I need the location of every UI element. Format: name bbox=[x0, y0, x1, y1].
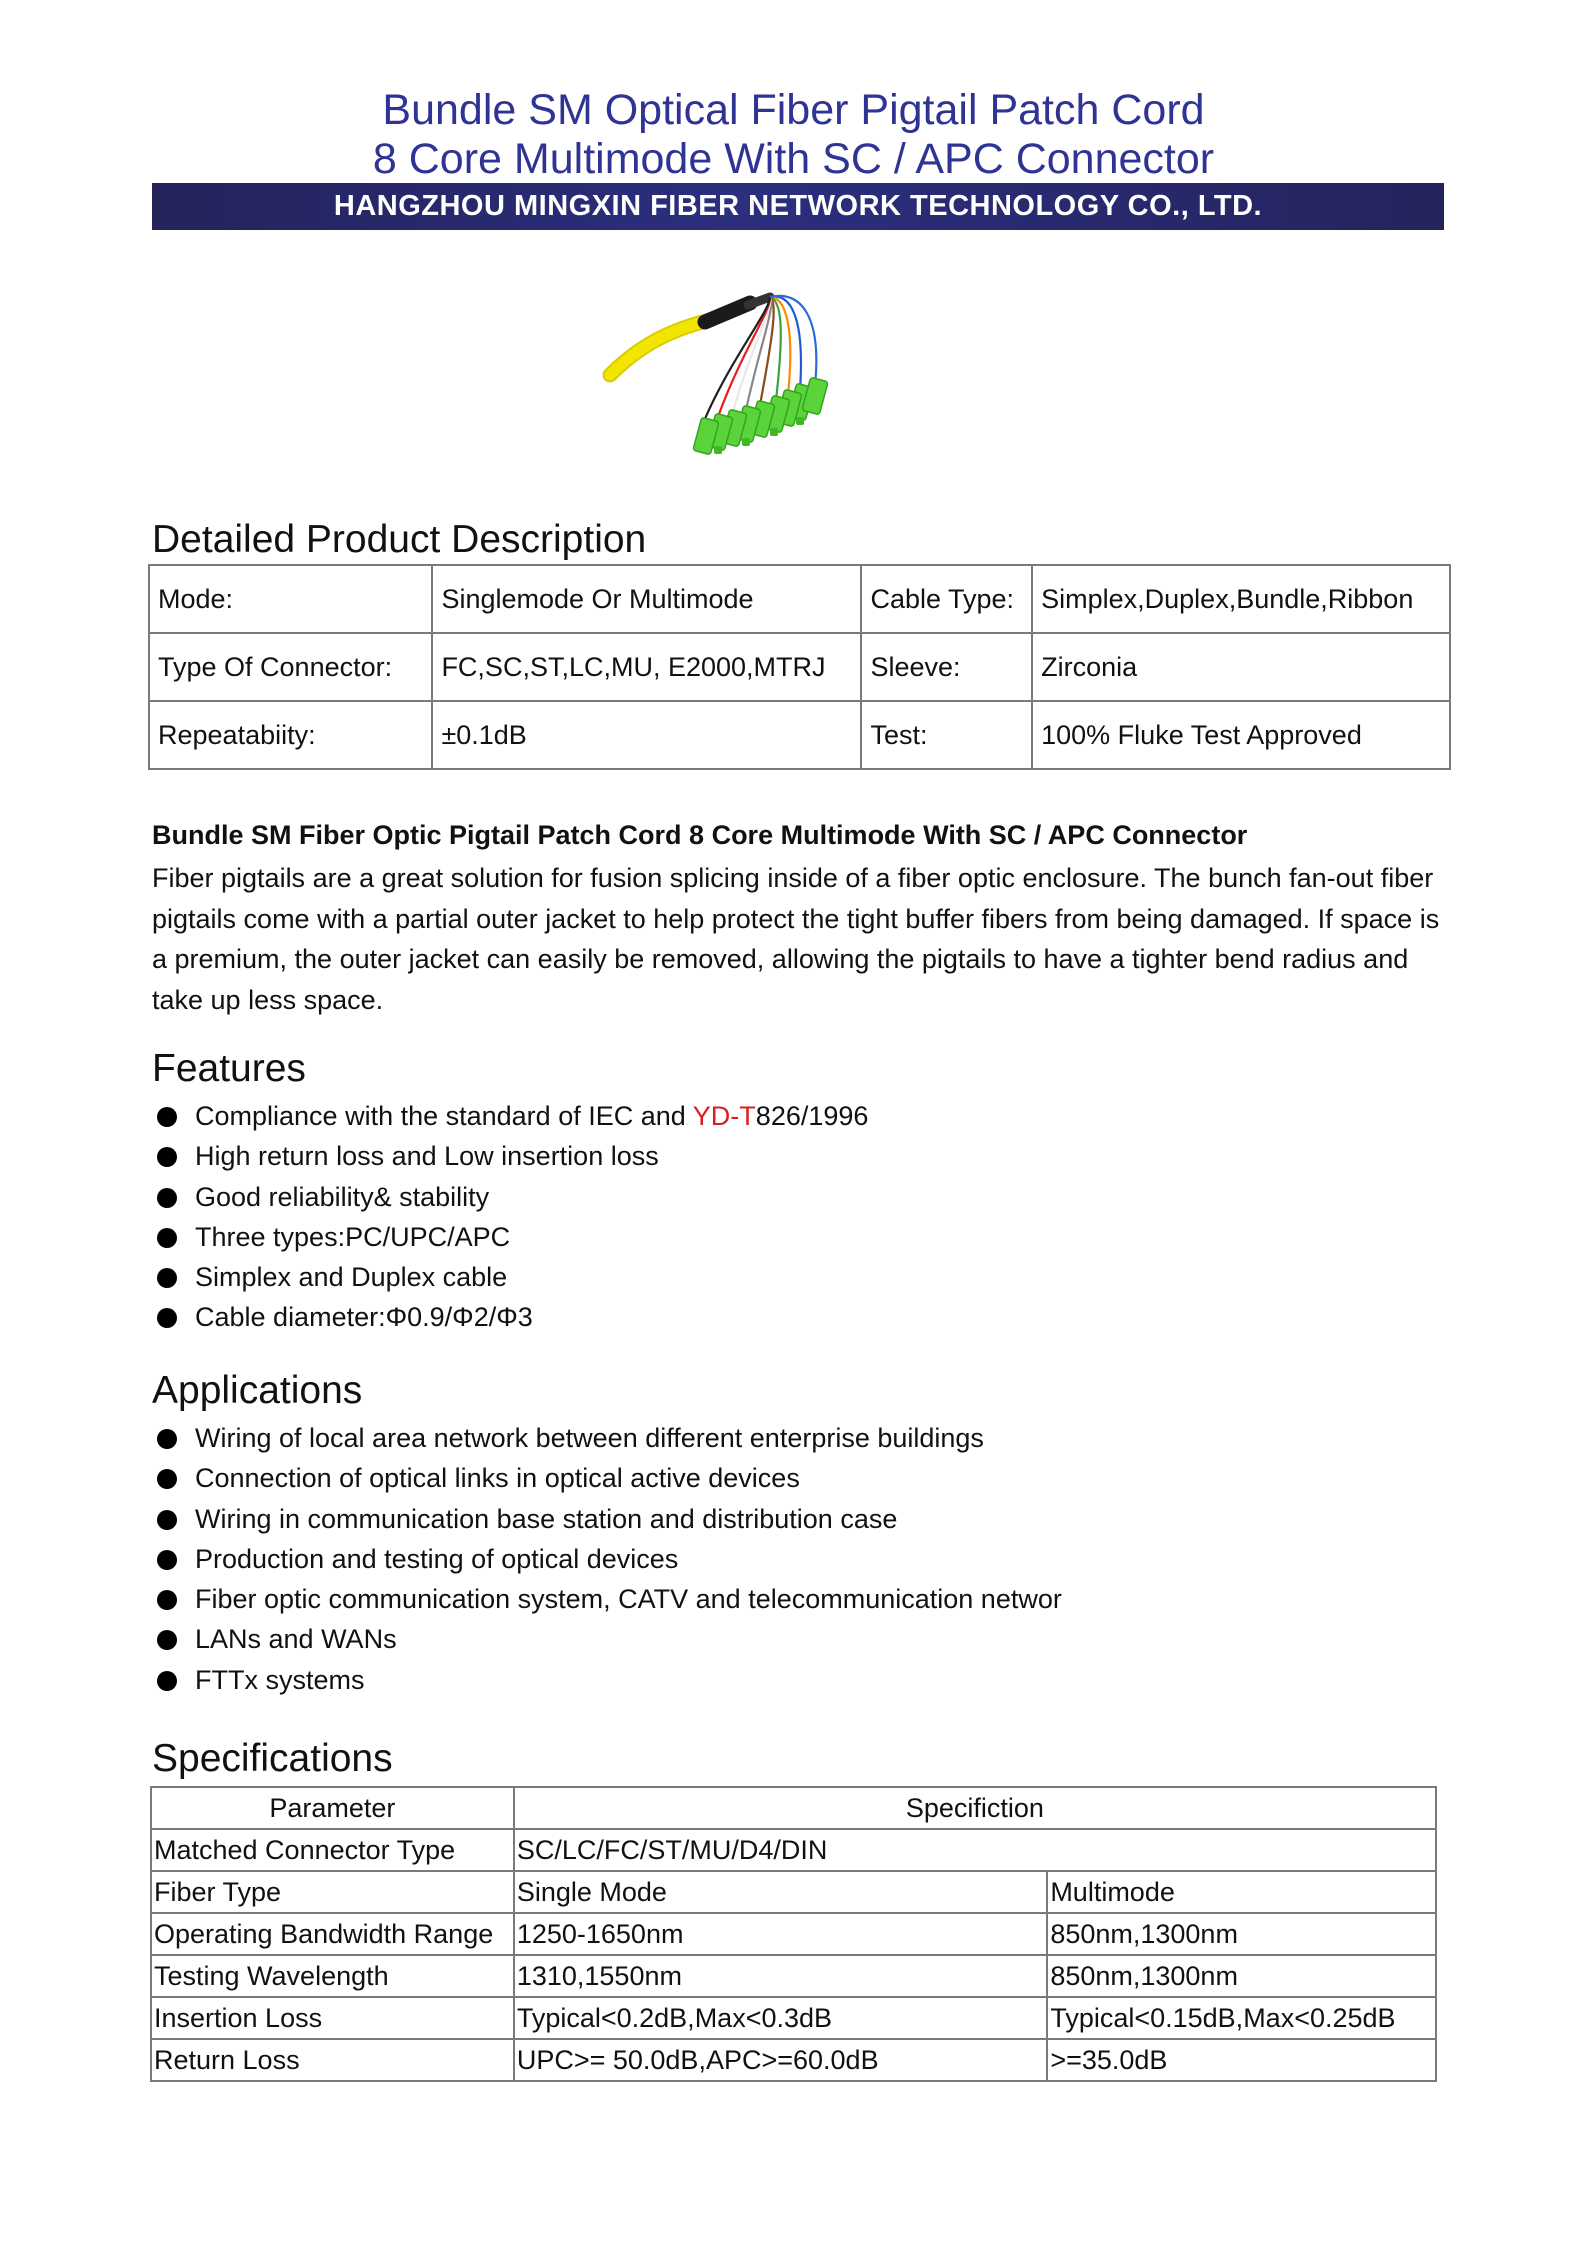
list-item bbox=[152, 1096, 868, 1136]
table-cell: 850nm,1300nm bbox=[1047, 1955, 1436, 1997]
list-item: Simplex and Duplex cable bbox=[152, 1257, 868, 1297]
table-header-row bbox=[151, 1787, 1436, 1829]
table-header-cell: Specifiction bbox=[514, 1787, 1436, 1829]
table-cell: Typical<0.2dB,Max<0.3dB bbox=[514, 1997, 1047, 2039]
table-cell: Multimode bbox=[1047, 1871, 1436, 1913]
list-item: Wiring of local area network between different enterprise buildings bbox=[152, 1418, 1062, 1458]
table-cell: Typical<0.15dB,Max<0.25dB bbox=[1047, 1997, 1436, 2039]
table-cell: Single Mode bbox=[514, 1871, 1047, 1913]
table-cell: Mode: bbox=[149, 565, 432, 633]
list-item: Fiber optic communication system, CATV and telecommunication networ bbox=[152, 1579, 1062, 1619]
table-row bbox=[149, 565, 1450, 633]
applications-heading: Applications bbox=[152, 1369, 363, 1412]
table-row bbox=[151, 1997, 1436, 2039]
table-cell: >=35.0dB bbox=[1047, 2039, 1436, 2081]
table-row bbox=[151, 1829, 1436, 1871]
list-item: Three types:PC/UPC/APC bbox=[152, 1217, 868, 1257]
table-cell: Testing Wavelength bbox=[151, 1955, 514, 1997]
table-row bbox=[151, 1913, 1436, 1955]
table-cell: 850nm,1300nm bbox=[1047, 1913, 1436, 1955]
table-cell: Return Loss bbox=[151, 2039, 514, 2081]
page-subtitle: 8 Core Multimode With SC / APC Connector bbox=[372, 135, 1215, 183]
list-item: Wiring in communication base station and distribution case bbox=[152, 1499, 1062, 1539]
table-row bbox=[149, 633, 1450, 701]
table-cell: Insertion Loss bbox=[151, 1997, 514, 2039]
feature-text: 826/1996 bbox=[755, 1101, 869, 1131]
description-body: Fiber pigtails are a great solution for fusion splicing inside of a fiber optic enclosure. The bunch fan-out fiber pigtails come with a partial outer jacket to help protect the tight buffer fibers from being damaged. If space is a premium, the outer jacket can easily be removed, allowing the pigtails to have a tighter bend radius and take up less space. bbox=[152, 863, 1440, 1015]
list-item: Connection of optical links in optical active devices bbox=[152, 1458, 1062, 1498]
feature-highlight: YD-T bbox=[692, 1101, 756, 1131]
table-cell: Simplex,Duplex,Bundle,Ribbon bbox=[1032, 565, 1450, 633]
page-title: Bundle SM Optical Fiber Pigtail Patch Cord bbox=[382, 86, 1205, 134]
description-heading: Bundle SM Fiber Optic Pigtail Patch Cord 8 Core Multimode With SC / APC Connector bbox=[152, 820, 1248, 850]
table-cell: Zirconia bbox=[1032, 633, 1450, 701]
table-cell: 1310,1550nm bbox=[514, 1955, 1047, 1997]
list-item: Cable diameter:Φ0.9/Φ2/Φ3 bbox=[152, 1297, 868, 1337]
table-cell: Singlemode Or Multimode bbox=[432, 565, 861, 633]
fiber-pigtail-product-image bbox=[600, 245, 940, 470]
specifications-table bbox=[150, 1786, 1437, 2082]
table-header-cell: Parameter bbox=[151, 1787, 514, 1829]
table-cell: Repeatabiity: bbox=[149, 701, 432, 769]
list-item: LANs and WANs bbox=[152, 1619, 1062, 1659]
list-item: FTTx systems bbox=[152, 1660, 1062, 1700]
feature-text: Compliance with the standard of IEC and bbox=[195, 1101, 693, 1131]
list-item: Production and testing of optical devices bbox=[152, 1539, 1062, 1579]
company-banner: HANGZHOU MINGXIN FIBER NETWORK TECHNOLOGY CO., LTD. bbox=[152, 183, 1444, 230]
table-cell: FC,SC,ST,LC,MU, E2000,MTRJ bbox=[432, 633, 861, 701]
table-cell: 1250-1650nm bbox=[514, 1913, 1047, 1955]
features-list bbox=[152, 1096, 868, 1338]
table-cell: Test: bbox=[861, 701, 1032, 769]
table-cell: Type Of Connector: bbox=[149, 633, 432, 701]
table-row bbox=[149, 701, 1450, 769]
table-cell: Sleeve: bbox=[861, 633, 1032, 701]
table-cell: SC/LC/FC/ST/MU/D4/DIN bbox=[514, 1829, 1436, 1871]
table-cell: ±0.1dB bbox=[432, 701, 861, 769]
table-cell: 100% Fluke Test Approved bbox=[1032, 701, 1450, 769]
table-row bbox=[151, 1871, 1436, 1913]
table-cell: Operating Bandwidth Range bbox=[151, 1913, 514, 1955]
table-row bbox=[151, 1955, 1436, 1997]
detailed-description-table bbox=[148, 564, 1451, 770]
table-cell: UPC>= 50.0dB,APC>=60.0dB bbox=[514, 2039, 1047, 2081]
table-cell: Matched Connector Type bbox=[151, 1829, 514, 1871]
specifications-heading: Specifications bbox=[152, 1737, 393, 1780]
list-item: Good reliability& stability bbox=[152, 1177, 868, 1217]
applications-list bbox=[152, 1418, 1062, 1700]
table-cell: Cable Type: bbox=[861, 565, 1032, 633]
table-cell: Fiber Type bbox=[151, 1871, 514, 1913]
table-row bbox=[151, 2039, 1436, 2081]
list-item: High return loss and Low insertion loss bbox=[152, 1136, 868, 1176]
detailed-description-heading: Detailed Product Description bbox=[152, 518, 647, 561]
features-heading: Features bbox=[152, 1047, 306, 1090]
